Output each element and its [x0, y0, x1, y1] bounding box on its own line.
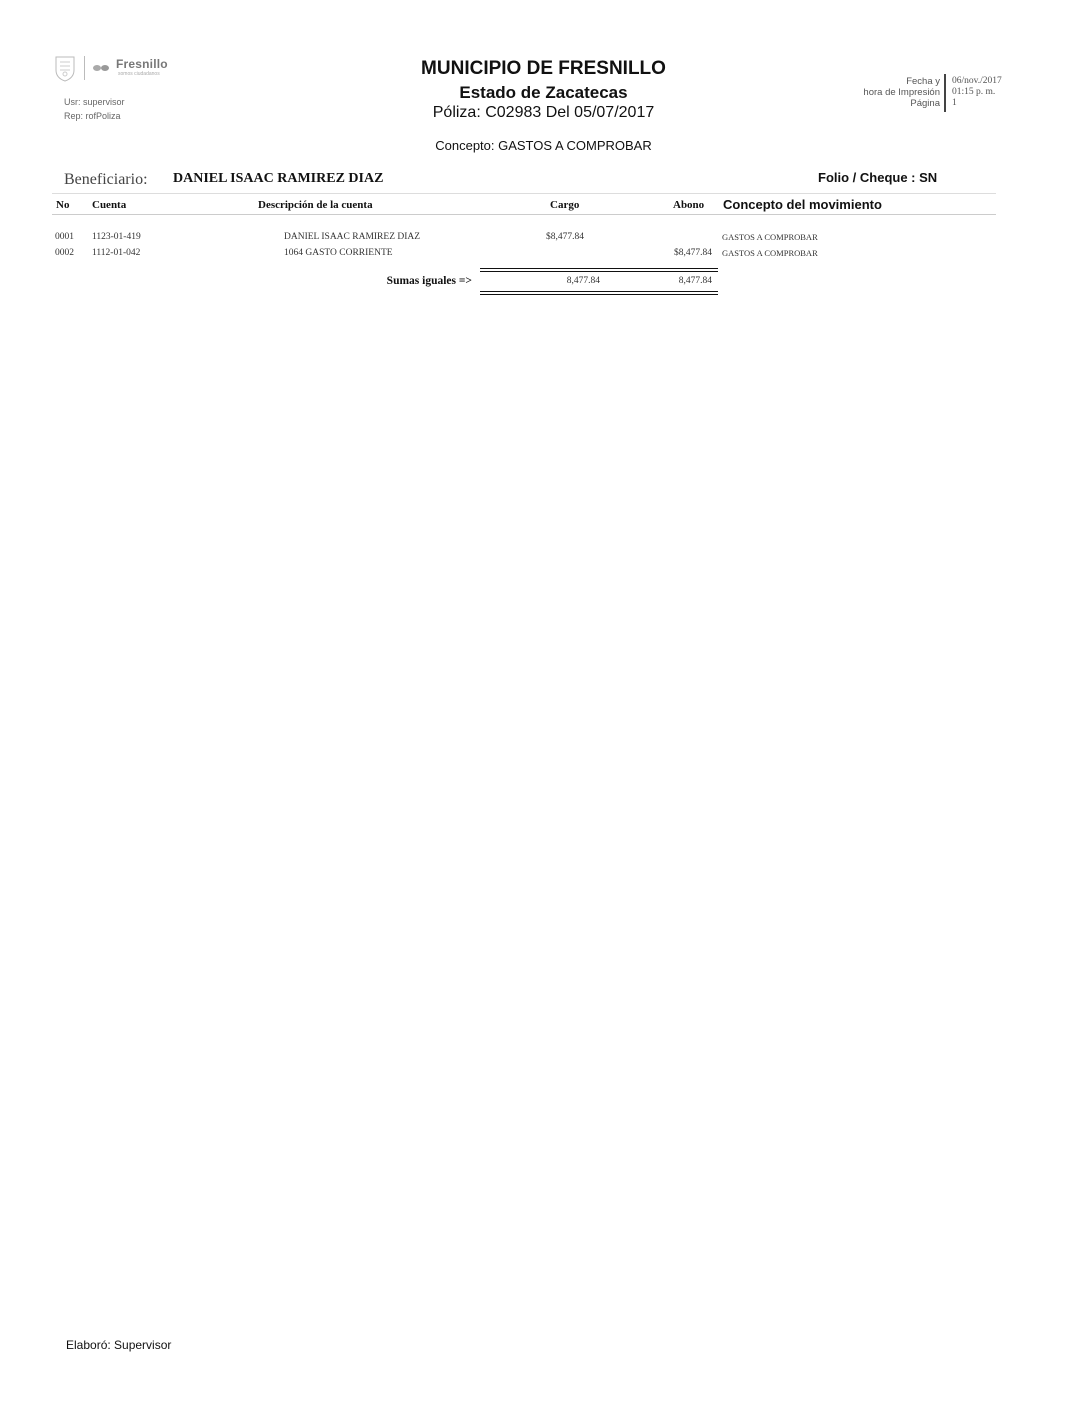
totals-bottom-rule — [480, 291, 718, 292]
row-concepto: GASTOS A COMPROBAR — [722, 248, 818, 258]
print-info-values — [952, 76, 1002, 109]
total-abono: 8,477.84 — [678, 276, 712, 286]
document-subtitle: Estado de Zacatecas — [459, 83, 628, 102]
print-time-label: hora de Impresión — [863, 87, 940, 98]
beneficiario-label: Beneficiario: — [64, 171, 148, 188]
logo-wordmark: Fresnillo — [116, 57, 168, 71]
row-abono: $8,477.84 — [674, 248, 712, 258]
col-header-no: No — [56, 199, 70, 211]
folio-cheque: Folio / Cheque : SN — [818, 170, 938, 185]
poliza-line: Póliza: C02983 Del 05/07/2017 — [432, 104, 655, 121]
col-header-descripcion: Descripción de la cuenta — [258, 199, 373, 211]
row-cargo: $8,477.84 — [546, 232, 584, 242]
column-header-rule — [52, 214, 996, 215]
print-date-value: 06/nov./2017 — [952, 76, 1002, 86]
page-label: Página — [910, 98, 940, 109]
sumas-iguales-label: Sumas iguales => — [386, 275, 472, 287]
col-header-cargo: Cargo — [550, 199, 580, 211]
total-cargo: 8,477.84 — [566, 276, 600, 286]
row-no: 0002 — [55, 248, 74, 258]
row-concepto: GASTOS A COMPROBAR — [722, 232, 818, 242]
col-header-abono: Abono — [673, 199, 705, 211]
totals-top-rule-2 — [480, 271, 718, 272]
row-descripcion: DANIEL ISAAC RAMIREZ DIAZ — [284, 232, 421, 242]
header-rule — [52, 193, 996, 194]
print-time-value: 01:15 p. m. — [952, 87, 996, 97]
user-label: Usr: supervisor — [64, 97, 125, 107]
print-info-divider — [944, 74, 946, 112]
document-title: MUNICIPIO DE FRESNILLO — [421, 58, 666, 79]
print-date-label: Fecha y — [906, 76, 940, 87]
totals-bottom-rule-2 — [480, 294, 718, 295]
row-cuenta: 1123-01-419 — [92, 232, 141, 242]
page-number: 1 — [952, 98, 957, 108]
logo-tagline: somos ciudadanos — [118, 71, 160, 77]
row-descripcion: 1064 GASTO CORRIENTE — [284, 248, 393, 258]
print-info-labels — [863, 76, 940, 109]
report-label: Rep: rofPoliza — [64, 111, 121, 121]
row-no: 0001 — [55, 232, 74, 242]
row-cuenta: 1112-01-042 — [92, 248, 141, 258]
elaboro-label: Elaboró: Supervisor — [66, 1338, 172, 1352]
concepto-line: Concepto: GASTOS A COMPROBAR — [435, 138, 652, 153]
totals-top-rule — [480, 268, 718, 269]
col-header-cuenta: Cuenta — [92, 199, 127, 211]
beneficiario-name: DANIEL ISAAC RAMIREZ DIAZ — [173, 171, 384, 186]
col-header-concepto: Concepto del movimiento — [723, 197, 882, 212]
